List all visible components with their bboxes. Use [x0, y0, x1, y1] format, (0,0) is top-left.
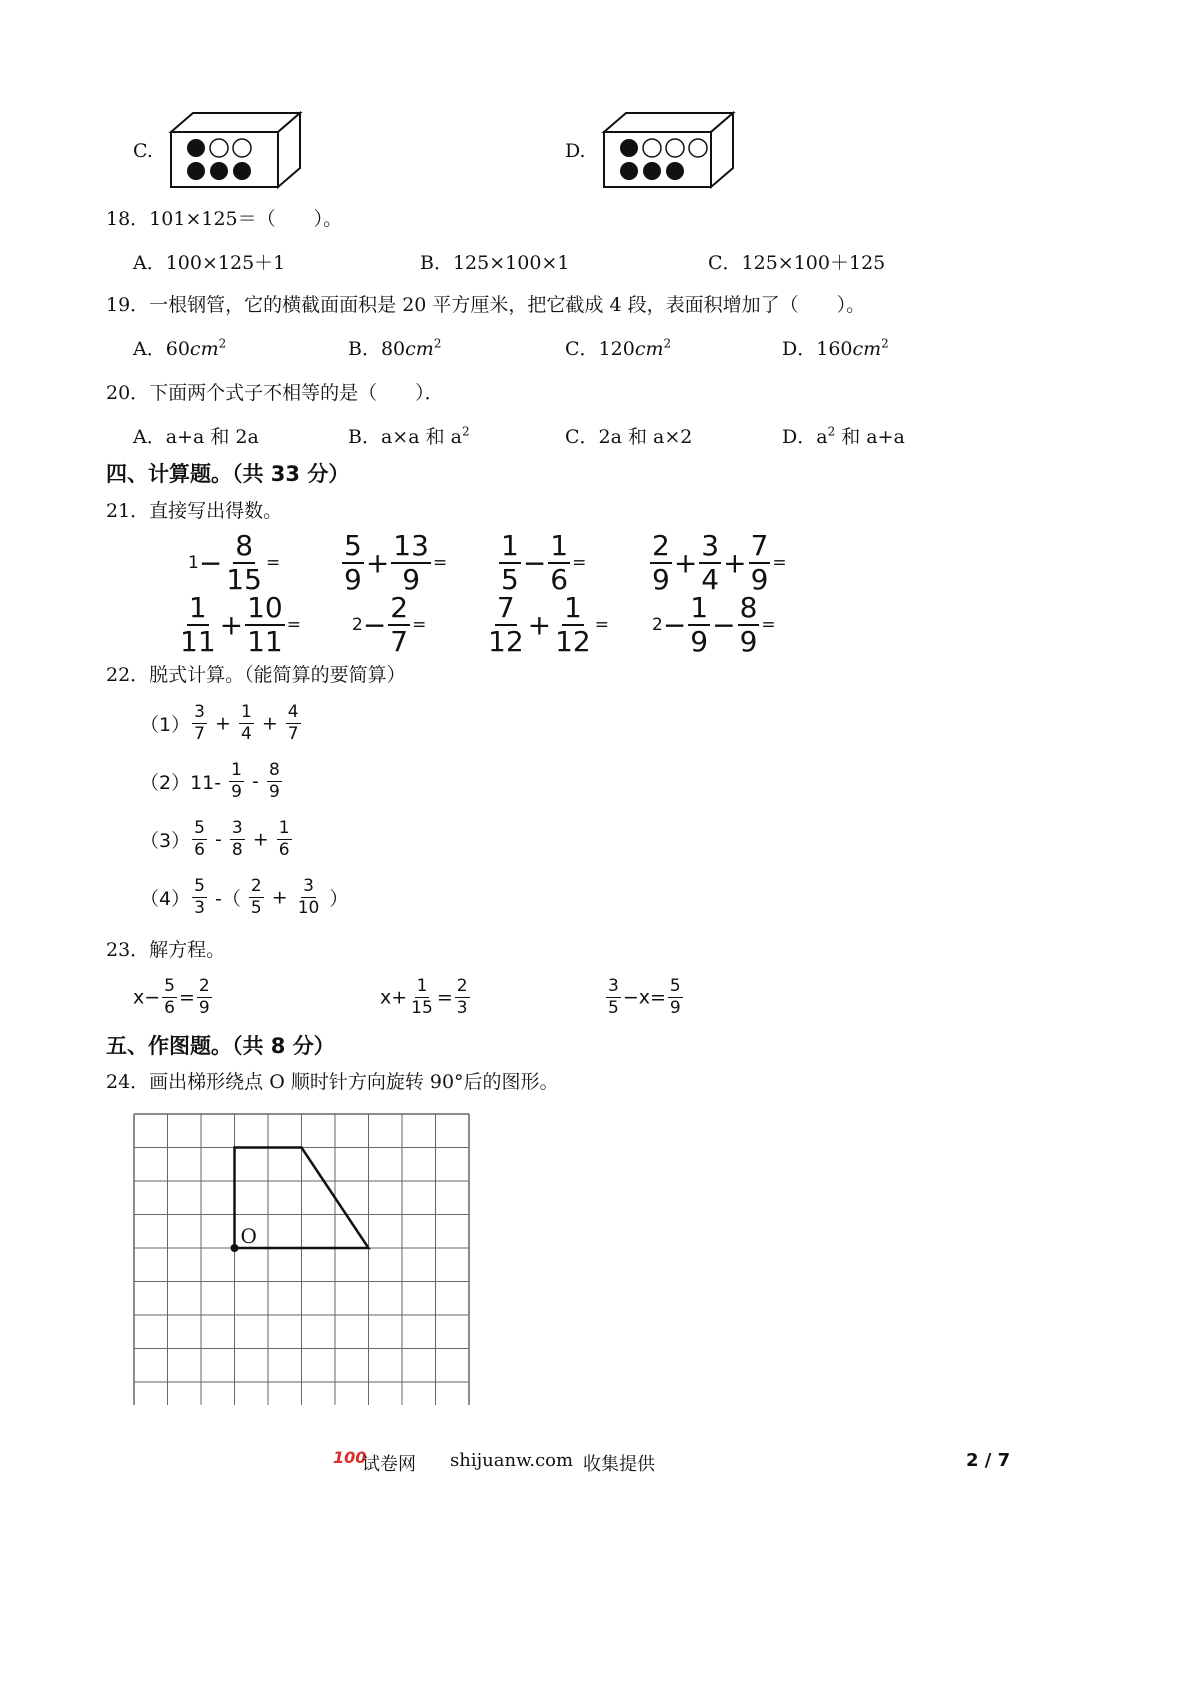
- q24-stem: 24．画出梯形绕点 O 顺时针方向旋转 90°后的图形。: [106, 1071, 559, 1093]
- q22-item-2: （2）11- $\frac{1}{9}$ - $\frac{8}{9}$: [140, 760, 280, 802]
- footer-logo: 100: [333, 1448, 367, 1467]
- box-c-filled-ball: [210, 162, 228, 180]
- pivot-label: O: [240, 1224, 257, 1248]
- q20-option-d: D．$a^2$ 和 a+a: [782, 424, 905, 448]
- q18-stem: 18．101×125＝（ ）。: [106, 208, 343, 230]
- q21-item-5: $\frac{1}{11}$ + $\frac{10}{11}$ =: [180, 591, 301, 658]
- q22-stem: 22．脱式计算。（能简算的要简算）: [106, 664, 406, 686]
- option-d-label: D.: [565, 140, 586, 162]
- q18-option-b: B．125×100×1: [420, 252, 570, 274]
- q21-item-3: $\frac{1}{5}$ − $\frac{1}{6}$ =: [501, 529, 587, 596]
- section-4-title: 四、计算题。（共 33 分）: [106, 462, 350, 486]
- box-d-filled-ball: [620, 139, 638, 157]
- q20-stem: 20．下面两个式子不相等的是（ ）．: [106, 382, 444, 404]
- q20-option-a: A．a+a 和 2a: [133, 426, 259, 448]
- pivot-point-o: [231, 1244, 239, 1252]
- q23-equation-2: x+ $\frac{1}{15}$ = $\frac{2}{3}$: [380, 976, 468, 1018]
- q21-item-1: 1− $\frac{8}{15}$ =: [188, 529, 281, 596]
- q21-item-2: $\frac{5}{9}$ + $\frac{13}{9}$ =: [344, 529, 448, 596]
- box-d-figure: [601, 110, 736, 190]
- q23-equation-3: $\frac{3}{5}$ −x= $\frac{5}{9}$: [608, 976, 681, 1018]
- box-d-filled-ball: [620, 162, 638, 180]
- q22-item-4: （4） $\frac{5}{3}$ -（ $\frac{2}{5}$ + $\frac{3}{10}$ ）: [140, 876, 349, 918]
- box-c-filled-ball: [187, 139, 205, 157]
- q21-stem: 21．直接写出得数。: [106, 500, 283, 522]
- footer-site-name: 试卷网: [362, 1454, 416, 1475]
- q19-option-c: C．$120cm^2$: [565, 336, 672, 360]
- footer-note: 收集提供: [583, 1454, 655, 1475]
- q19-option-a: A．$60cm^2$: [133, 336, 227, 360]
- box-c-figure: [168, 110, 303, 190]
- q20-option-b: B．a×a 和 $a^2$: [348, 424, 470, 448]
- q21-item-8: 2− $\frac{1}{9}$ − $\frac{8}{9}$ =: [652, 591, 776, 658]
- box-c-filled-ball: [233, 162, 251, 180]
- q22-item-3: （3） $\frac{5}{6}$ - $\frac{3}{8}$ + $\frac{1}{6}$: [140, 818, 290, 860]
- box-d-empty-ball: [689, 139, 707, 157]
- box-d-empty-ball: [643, 139, 661, 157]
- box-c-empty-ball: [233, 139, 251, 157]
- option-c-label: C.: [133, 140, 153, 162]
- q19-option-b: B．$80cm^2$: [348, 336, 442, 360]
- box-d-filled-ball: [643, 162, 661, 180]
- section-5-title: 五、作图题。（共 8 分）: [106, 1034, 335, 1058]
- q21-item-6: 2− $\frac{2}{7}$ =: [352, 591, 427, 658]
- box-d-filled-ball: [666, 162, 684, 180]
- q18-option-a: A．100×125＋1: [133, 252, 286, 274]
- q19-option-d: D．$160cm^2$: [782, 336, 889, 360]
- box-c-empty-ball: [210, 139, 228, 157]
- q20-option-c: C．2a 和 a×2: [565, 426, 693, 448]
- q23-equation-1: x− $\frac{5}{6}$ = $\frac{2}{9}$: [133, 976, 210, 1018]
- q21-item-4: $\frac{2}{9}$ + $\frac{3}{4}$ + $\frac{7}{9}$ =: [652, 529, 787, 596]
- q22-item-1: （1） $\frac{3}{7}$ + $\frac{1}{4}$ + $\frac{4}{7}$: [140, 702, 299, 744]
- box-d-empty-ball: [666, 139, 684, 157]
- page-number: 2 / 7: [966, 1450, 1011, 1471]
- q18-option-c: C．125×100＋125: [708, 252, 886, 274]
- q21-item-7: $\frac{7}{12}$ + $\frac{1}{12}$ =: [488, 591, 609, 658]
- box-c-filled-ball: [187, 162, 205, 180]
- grid-lines: [134, 1114, 469, 1405]
- q23-stem: 23．解方程。: [106, 939, 226, 961]
- q19-stem: 19．一根钢管，它的横截面面积是 20 平方厘米，把它截成 4 段，表面积增加了（ ）。: [106, 294, 866, 316]
- rotation-grid-figure: [130, 1110, 475, 1405]
- footer-domain[interactable]: shijuanw.com: [450, 1450, 574, 1471]
